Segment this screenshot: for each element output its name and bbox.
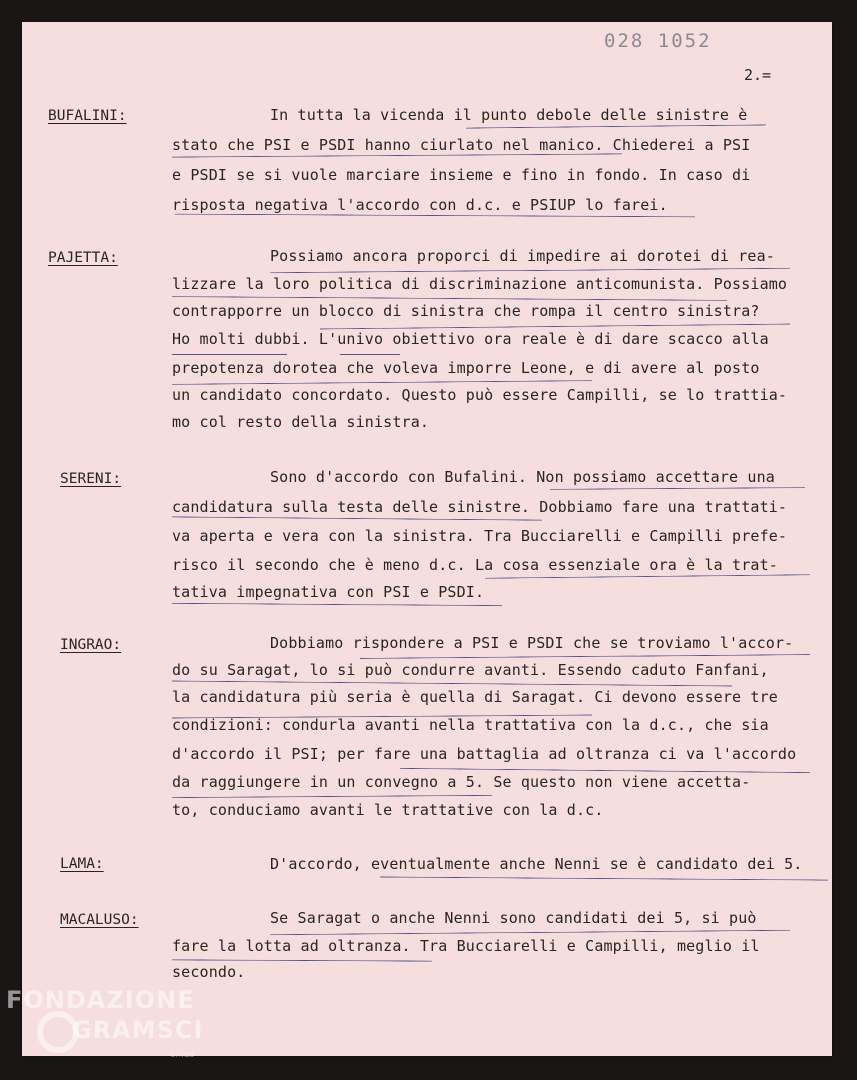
speaker-ingrao: INGRAO:	[60, 637, 122, 653]
text-line: contrapporre un blocco di sinistra che rompa il centro sinistra?	[172, 302, 760, 320]
speaker-sereni: SERENI:	[60, 471, 122, 487]
page-number: 2.=	[744, 66, 772, 84]
text-line: risco il secondo che è meno d.c. La cosa essenziale ora è la trat-	[172, 556, 778, 574]
text-line: Se Saragat o anche Nenni sono candidati dei 5, si può	[270, 909, 757, 927]
speaker-pajetta: PAJETTA:	[48, 250, 118, 266]
text-line: d'accordo il PSI; per fare una battaglia ad oltranza ci va l'accordo	[172, 745, 797, 763]
text-line: un candidato concordato. Questo può essere Campilli, se lo trattia-	[172, 386, 788, 404]
text-line: candidatura sulla testa delle sinistre. Dobbiamo fare una trattati-	[172, 498, 788, 516]
watermark-onlus: onlus	[170, 1050, 195, 1060]
archive-number: 028 1052	[604, 30, 712, 52]
text-line: do su Saragat, lo si può condurre avanti. Essendo caduto Fanfani,	[172, 661, 769, 679]
text-line: risposta negativa l'accordo con d.c. e PSIUP lo farei.	[172, 196, 668, 214]
text-line: secondo.	[172, 963, 246, 981]
text-line: Ho molti dubbi. L'univo obiettivo ora reale è di dare scacco alla	[172, 330, 769, 348]
text-line: prepotenza dorotea che voleva imporre Leone, e di avere al posto	[172, 359, 760, 377]
text-line: Possiamo ancora proporci di impedire ai dorotei di rea-	[270, 247, 775, 265]
text-line: to, conduciamo avanti le trattative con la d.c.	[172, 801, 604, 819]
text-line: D'accordo, eventualmente anche Nenni se è candidato dei 5.	[270, 855, 803, 873]
pen-underline	[172, 354, 287, 355]
pen-underline	[340, 354, 400, 355]
text-line: tativa impegnativa con PSI e PSDI.	[172, 583, 485, 601]
text-line: va aperta e vera con la sinistra. Tra Bucciarelli e Campilli prefe-	[172, 527, 788, 545]
text-line: lizzare la loro politica di discriminazione anticomunista. Possiamo	[172, 275, 788, 293]
watermark-fondazione: FONDAZIONE	[6, 986, 195, 1014]
speaker-bufalini: BUFALINI:	[48, 108, 127, 124]
text-line: da raggiungere in un convegno a 5. Se questo non viene accetta-	[172, 773, 751, 791]
text-line: In tutta la vicenda il punto debole delle sinistre è	[270, 106, 748, 124]
speaker-lama: LAMA:	[60, 856, 104, 872]
text-line: fare la lotta ad oltranza. Tra Bucciarelli e Campilli, meglio il	[172, 937, 760, 955]
text-line: mo col resto della sinistra.	[172, 413, 430, 431]
text-line: stato che PSI e PSDI hanno ciurlato nel manico. Chiederei a PSI	[172, 136, 751, 154]
text-line: condizioni: condurla avanti nella trattativa con la d.c., che sia	[172, 716, 769, 734]
text-line: Dobbiamo rispondere a PSI e PSDI che se troviamo l'accor-	[270, 634, 794, 652]
speaker-macaluso: MACALUSO:	[60, 912, 139, 928]
text-line: la candidatura più seria è quella di Saragat. Ci devono essere tre	[172, 688, 778, 706]
text-line: Sono d'accordo con Bufalini. Non possiamo accettare una	[270, 468, 775, 486]
watermark-gramsci: GRAMSCI	[72, 1016, 204, 1044]
text-line: e PSDI se si vuole marciare insieme e fino in fondo. In caso di	[172, 166, 751, 184]
